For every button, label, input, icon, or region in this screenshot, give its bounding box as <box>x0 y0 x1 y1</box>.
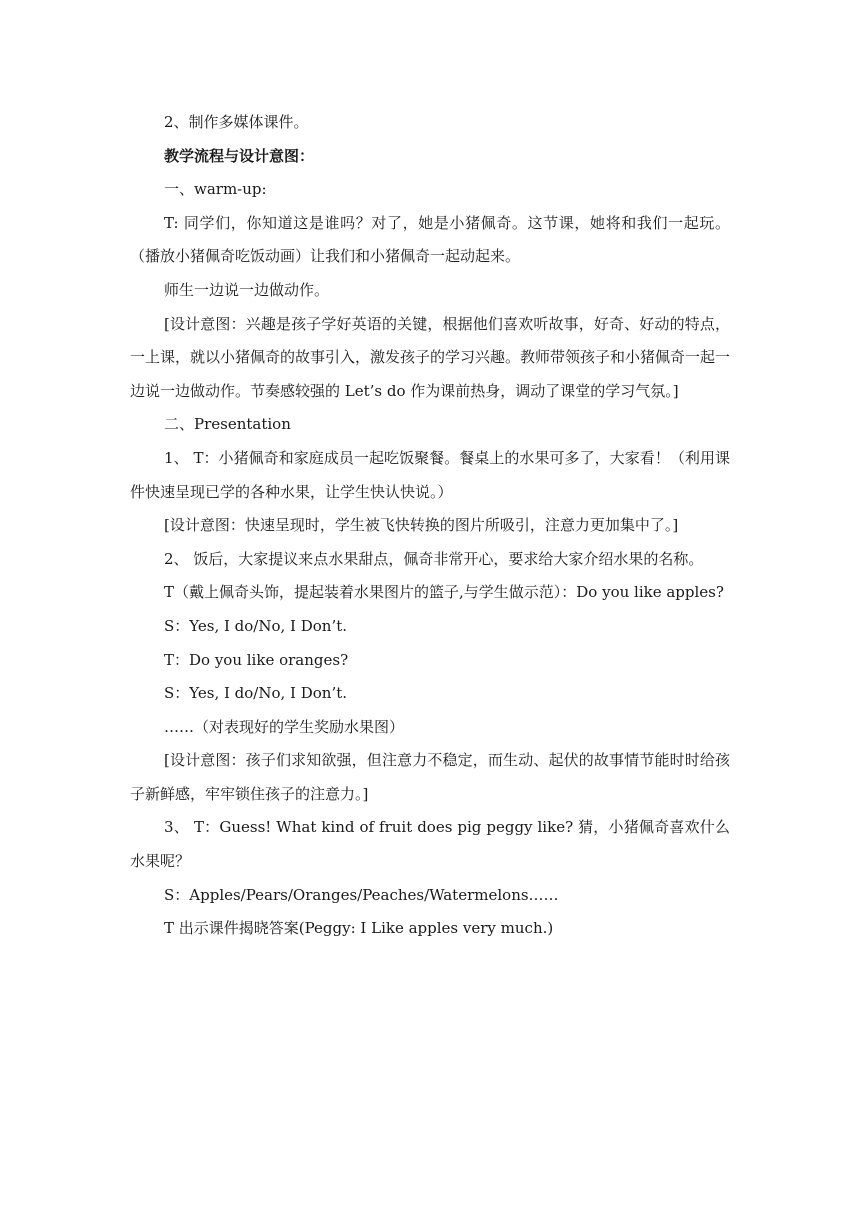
teacher-demo-line: T（戴上佩奇头饰，提起装着水果图片的篮子,与学生做示范）：Do you like apples? <box>164 583 724 602</box>
step-2-design-intent: [设计意图：孩子们求知欲强，但注意力不稳定，而生动、起伏的故事情节能时时给孩子新鲜感，牢牢锁住孩子的注意力。] <box>130 751 730 803</box>
reward-note: ……（对表现好的学生奖励水果图） <box>164 717 405 736</box>
warmup-teacher-line: T: 同学们，你知道这是谁吗？对了，她是小猪佩奇。这节课，她将和我们一起玩。（播放小猪佩奇吃饭动画）让我们和小猪佩奇一起动起来。 <box>130 213 730 266</box>
presentation-step-1: 1、 T：小猪佩奇和家庭成员一起吃饭聚餐。餐桌上的水果可多了，大家看！（利用课件快速呈现已学的各种水果，让学生快认快说。） <box>130 448 730 501</box>
presentation-step-3: 3、 T：Guess! What kind of fruit does pig peggy like? 猜，小猪佩奇喜欢什么水果呢？ <box>130 818 730 871</box>
warmup-heading: 一、warm-up: <box>164 180 267 199</box>
step-1-design-intent: [设计意图：快速呈现时，学生被飞快转换的图片所吸引，注意力更加集中了。] <box>164 516 679 535</box>
section-heading-flow: 教学流程与设计意图： <box>164 146 315 165</box>
presentation-heading: 二、Presentation <box>164 415 291 434</box>
warmup-activity: 师生一边说一边做动作。 <box>164 280 330 299</box>
student-answer-2: S：Yes, I do/No, I Don’t. <box>164 684 348 703</box>
warmup-design-intent: [设计意图：兴趣是孩子学好英语的关键，根据他们喜欢听故事，好奇、好动的特点，一上课，就以小猪佩奇的故事引入，激发孩子的学习兴趣。教师带领孩子和小猪佩奇一起一边说一边做动作。节奏感较强的 Let’s do 作为课前热身，调动了课堂的学习气氛。] <box>130 314 731 400</box>
student-guess-list: S：Apples/Pears/Oranges/Peaches/Watermelons…… <box>164 885 559 904</box>
document-page <box>130 106 730 946</box>
answer-reveal: T 出示课件揭晓答案(Peggy: I Like apples very much.) <box>164 919 554 938</box>
prep-item-2: 2、制作多媒体课件。 <box>164 113 309 131</box>
teacher-question-2: T：Do you like oranges? <box>164 650 349 669</box>
presentation-step-2: 2、 饭后，大家提议来点水果甜点，佩奇非常开心，要求给大家介绍水果的名称。 <box>164 549 704 568</box>
student-answer-1: S：Yes, I do/No, I Don’t. <box>164 616 348 635</box>
